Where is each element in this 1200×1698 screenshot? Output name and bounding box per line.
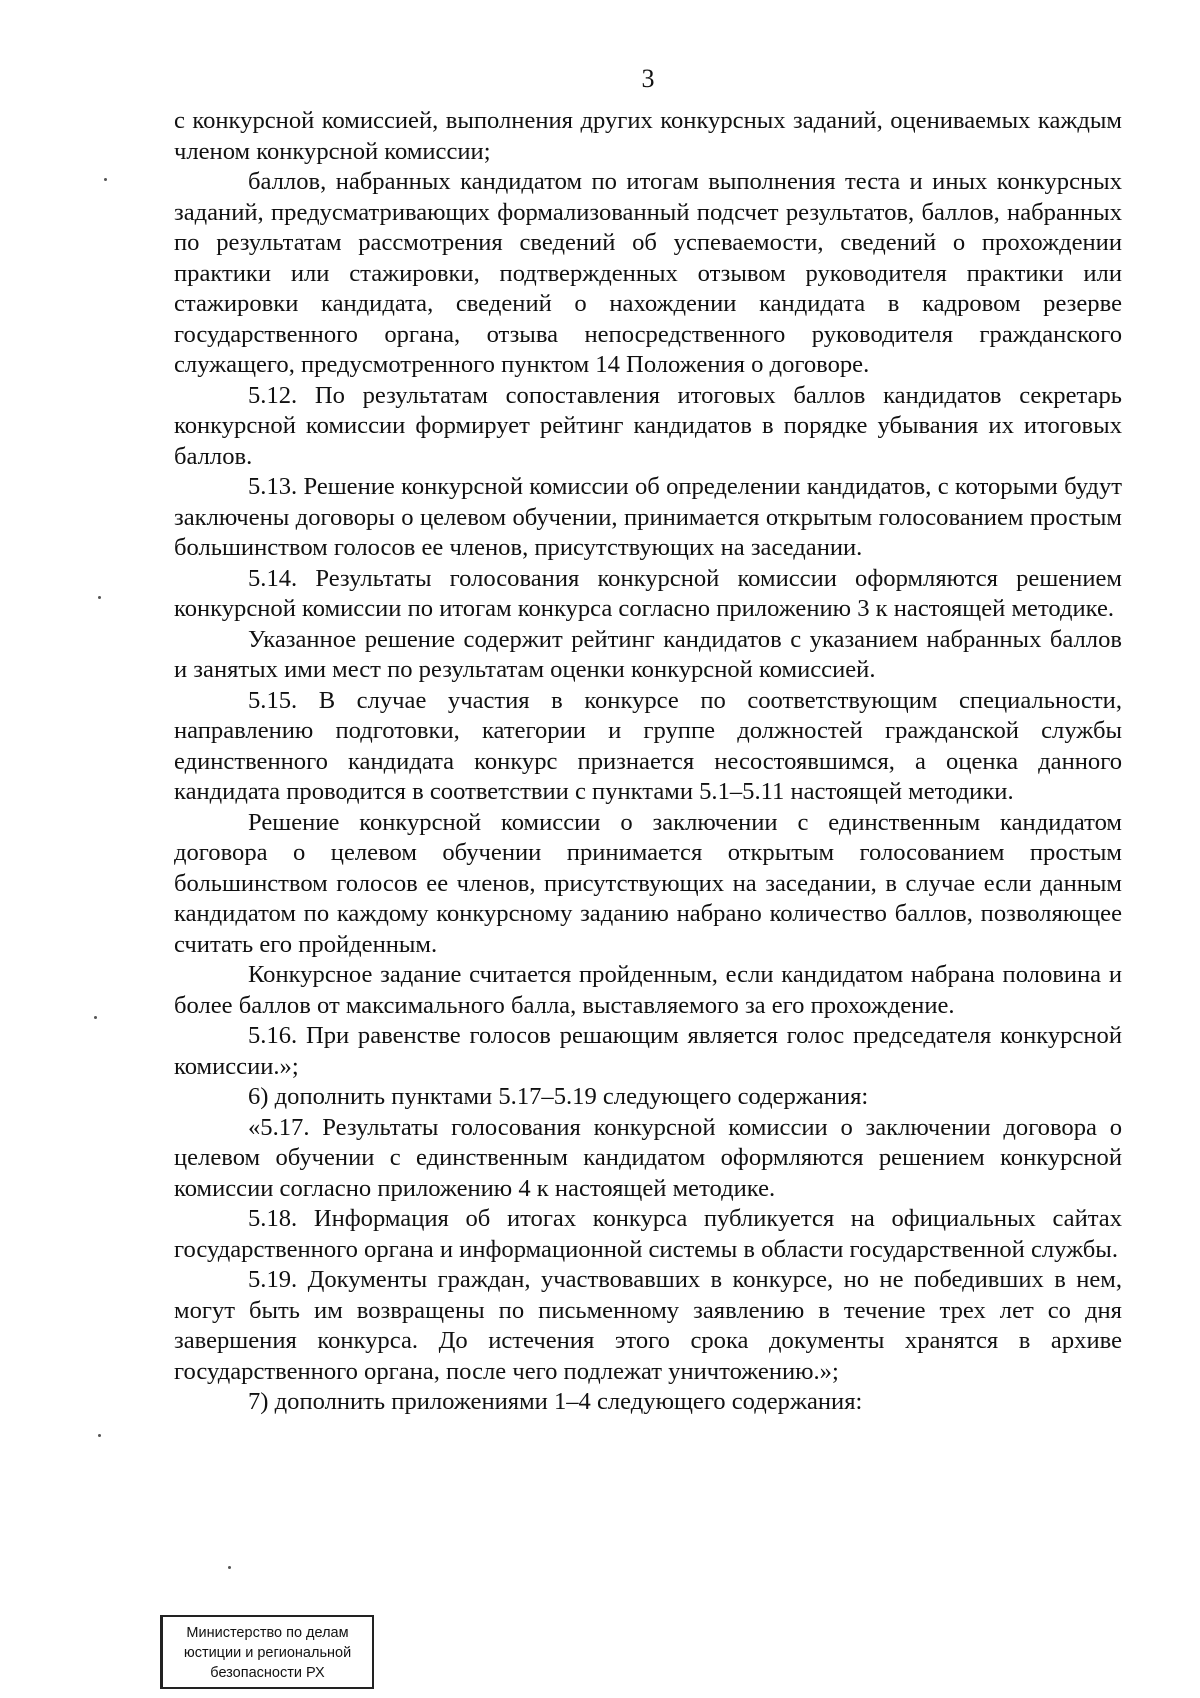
amendment-item-6: 6) дополнить пунктами 5.17–5.19 следующего содержания: bbox=[248, 1083, 869, 1110]
registration-stamp bbox=[160, 1615, 374, 1689]
scan-speck bbox=[98, 596, 101, 599]
paragraph: Указанное решение содержит рейтинг кандидатов с указанием набранных баллов и занятых ими мест по результатам оценки конкурсной комиссией. bbox=[174, 625, 1122, 683]
scan-speck bbox=[98, 1434, 101, 1437]
stamp-line: Министерство по делам bbox=[186, 1625, 349, 1641]
paragraph: Конкурсное задание считается пройденным, если кандидатом набрана половина и более баллов от максимального балла, выставляемого за его прохождение. bbox=[174, 961, 1122, 1019]
stamp-line: безопасности РХ bbox=[210, 1665, 325, 1681]
scan-speck bbox=[104, 178, 107, 181]
paragraph-5-12: 5.12. По результатам сопоставления итоговых баллов кандидатов секретарь конкурсной комиссии формирует рейтинг кандидатов в порядке убывания их итоговых баллов. bbox=[174, 381, 1122, 470]
document-body bbox=[174, 106, 1122, 1418]
paragraph: баллов, набранных кандидатом по итогам выполнения теста и иных конкурсных заданий, предусматривающих формализованный подсчет результатов, баллов, набранных по результатам рассмотрения сведений об успеваемости, сведений о прохождении практики или стажировки, подтвержденных отзывом руководителя практики или стажировки кандидата, сведений о нахождении кандидата в кадровом резерве государственного органа, отзыва непосредственного руководителя гражданского служащего, предусмотренного пунктом 14 Положения о договоре. bbox=[174, 168, 1122, 378]
page-number: 3 bbox=[641, 64, 655, 93]
paragraph-5-16: 5.16. При равенстве голосов решающим является голос председателя конкурсной комиссии.»; bbox=[174, 1022, 1122, 1080]
stamp-line: юстиции и региональной bbox=[183, 1645, 352, 1661]
paragraph-5-13: 5.13. Решение конкурсной комиссии об определении кандидатов, с которыми будут заключены договоры о целевом обучении, принимается открытым голосованием простым большинством голосов ее членов, присутствующих на заседании. bbox=[174, 473, 1122, 561]
scan-speck bbox=[94, 1016, 97, 1019]
paragraph-5-18: 5.18. Информация об итогах конкурса публикуется на официальных сайтах государственного органа и информационной системы в области государственной службы. bbox=[174, 1205, 1122, 1263]
paragraph-5-19: 5.19. Документы граждан, участвовавших в конкурсе, но не победивших в нем, могут быть им возвращены по письменному заявлению в течение трех лет со дня завершения конкурса. До истечения этого срока документы хранятся в архиве государственного органа, после чего подлежат уничтожению.»; bbox=[174, 1266, 1122, 1385]
paragraph-5-14: 5.14. Результаты голосования конкурсной комиссии оформляются решением конкурсной комиссии по итогам конкурса согласно приложению 3 к настоящей методике. bbox=[174, 564, 1122, 622]
scan-speck bbox=[228, 1566, 231, 1569]
paragraph-5-17: «5.17. Результаты голосования конкурсной комиссии о заключении договора о целевом обучении с единственным кандидатом оформляются решением конкурсной комиссии согласно приложению 4 к настоящей методике. bbox=[174, 1113, 1122, 1202]
paragraph-5-15: 5.15. В случае участия в конкурсе по соответствующим специальности, направлению подготовки, категории и группе должностей гражданской службы единственного кандидата конкурс признается несостоявшимся, а оценка данного кандидата проводится в соответствии с пунктами 5.1–5.11 настоящей методики. bbox=[174, 686, 1122, 805]
paragraph: Решение конкурсной комиссии о заключении с единственным кандидатом договора о целевом обучении принимается открытым голосованием простым большинством голосов ее членов, присутствующих на заседании, в случае если данным кандидатом по каждому конкурсному заданию набрано количество баллов, позволяющее считать его пройденным. bbox=[174, 808, 1122, 958]
paragraph: с конкурсной комиссией, выполнения других конкурсных заданий, оцениваемых каждым членом конкурсной комиссии; bbox=[174, 107, 1122, 165]
amendment-item-7: 7) дополнить приложениями 1–4 следующего содержания: bbox=[248, 1388, 863, 1415]
